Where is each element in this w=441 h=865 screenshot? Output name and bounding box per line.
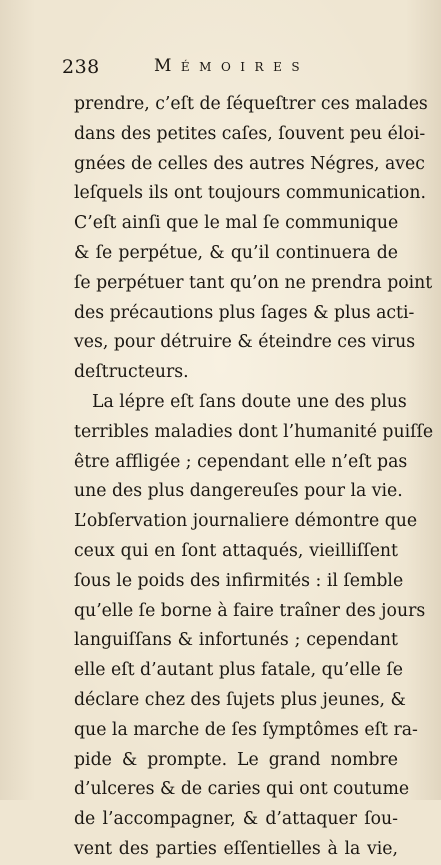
text-line: pide & prompte. Le grand nombre — [74, 749, 398, 770]
text-line: ſous le poids des infirmités : il ſemble — [74, 570, 404, 591]
text-line: L’obſervation journaliere démontre que — [74, 511, 418, 532]
text-line: C’eſt ainſi que le mal ſe communique — [74, 213, 399, 234]
text-line: une des plus dangereuſes pour la vie. — [74, 481, 403, 502]
text-line: qu’elle ſe borne à faire traîner des jours — [74, 600, 426, 621]
text-line: déclare chez des ſujets plus jeunes, & — [74, 689, 406, 710]
text-line: elle eſt d’autant plus fatale, qu’elle ſe — [74, 660, 403, 681]
text-line: que la marche de ſes ſymptômes eſt ra- — [74, 719, 418, 740]
text-line: de l’accompagner, & d’attaquer ſou- — [74, 809, 398, 830]
text-line: terribles maladies dont l’humanité puiſſe — [74, 421, 434, 442]
text-line: prendre, c’eſt de ſéqueſtrer ces malades — [74, 94, 428, 114]
text-line: être affligée ; cependant elle n’eſt pas — [74, 451, 408, 472]
text-line: gnées de celles des autres Négres, avec — [74, 153, 425, 174]
text-line: ceux qui en ſont attaqués, vieilliſſent — [74, 540, 398, 561]
text-line: d’ulceres & de caries qui ont coutume — [74, 779, 410, 800]
text-line: vent des parties eſſentielles à la vie, — [74, 838, 398, 859]
text-line: dans des petites caſes, ſouvent peu éloi- — [74, 123, 426, 144]
text-line: des précautions plus ſages & plus acti- — [74, 302, 415, 323]
text-line: deſtructeurs. — [74, 362, 189, 383]
text-line: languiſſans & infortunés ; cependant — [74, 630, 398, 651]
running-title: Mémoires — [154, 56, 310, 76]
running-head — [62, 56, 402, 82]
text-line: ves, pour détruire & éteindre ces virus — [74, 332, 416, 353]
body-text — [74, 90, 434, 865]
text-line: & ſe perpétue, & qu’il continuera de — [74, 242, 398, 263]
text-line: leſquels ils ont toujours communication. — [74, 183, 426, 204]
text-line: La lépre eſt ſans doute une des plus — [92, 391, 407, 412]
page-number: 238 — [62, 56, 100, 78]
text-line: ſe perpétuer tant qu’on ne prendra point — [74, 272, 433, 293]
